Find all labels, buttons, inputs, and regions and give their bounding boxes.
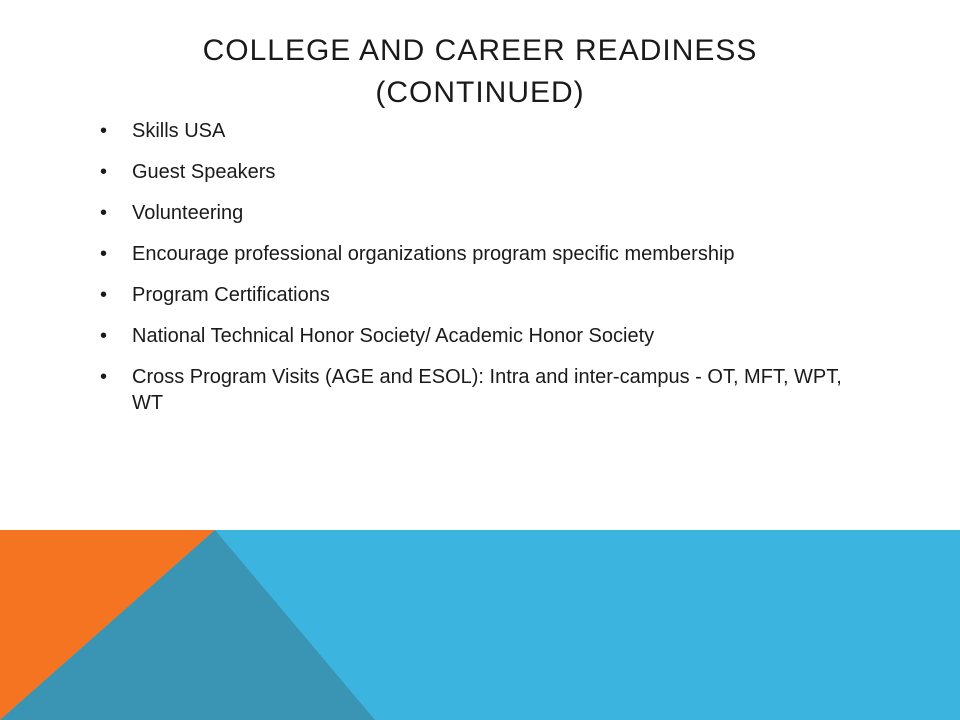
bullet-text: Volunteering [132,202,244,224]
bullet-icon: • [100,202,108,224]
bullet-text: Encourage professional organizations program specific membership [132,243,735,265]
slide-title-line-1: COLLEGE AND CAREER READINESS [202,34,758,67]
footer-decoration [0,530,960,720]
slide-title-line-2: (CONTINUED) [375,76,585,109]
bullet-list [100,118,860,431]
bullet-text: National Technical Honor Society/ Academic Honor Society [132,325,655,347]
bullet-item [100,323,860,349]
bullet-icon: • [100,161,108,183]
bullet-text: Cross Program Visits (AGE and ESOL): Intra and inter-campus - OT, MFT, WPT, WT [132,366,842,414]
bullet-icon: • [100,120,108,142]
bullet-icon: • [100,284,108,306]
bullet-icon: • [100,366,108,388]
slide-title [0,30,960,114]
bullet-item [100,159,860,185]
bullet-text: Skills USA [132,120,226,142]
bullet-icon: • [100,325,108,347]
bullet-item [100,282,860,308]
bullet-icon: • [100,243,108,265]
bullet-item [100,241,860,267]
bullet-text: Guest Speakers [132,161,276,183]
bullet-item [100,364,860,416]
bullet-item [100,200,860,226]
bullet-item [100,118,860,144]
bullet-text: Program Certifications [132,284,330,306]
